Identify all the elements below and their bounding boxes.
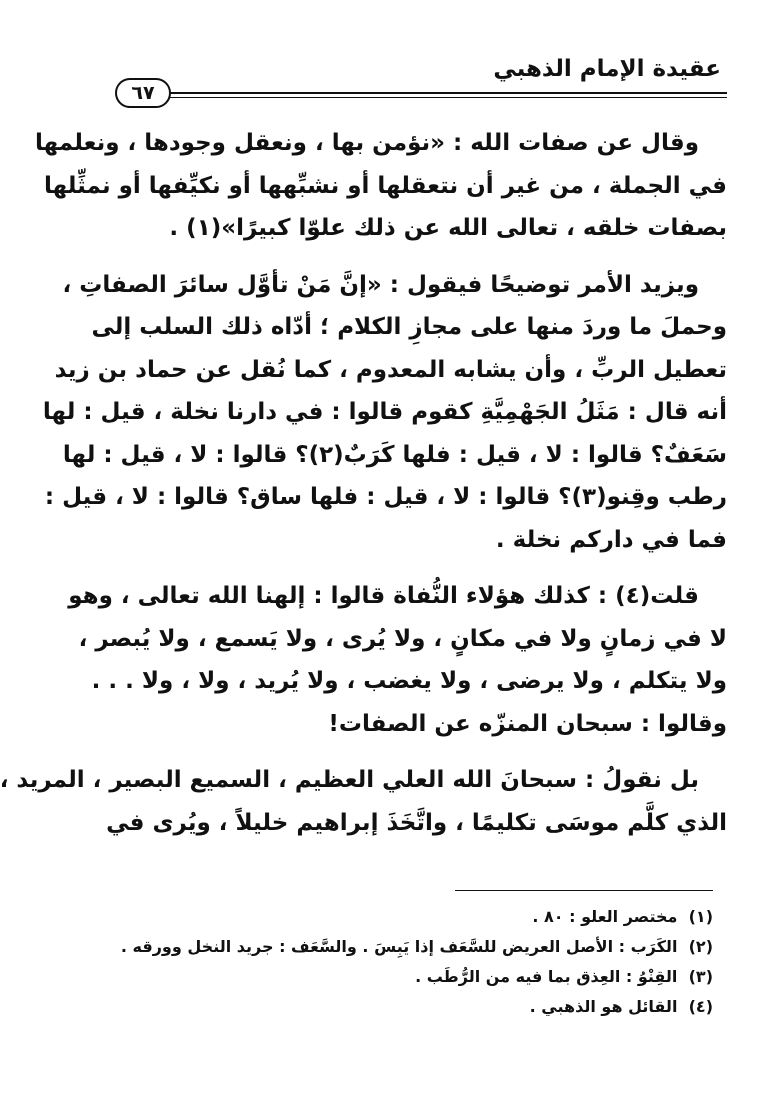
text-line: لا في زمانٍ ولا في مكانٍ ، ولا يُرى ، ولا يَسمع ، ولا يُبصر ، — [78, 625, 727, 652]
running-title: عقيدة الإمام الذهبي — [493, 56, 721, 82]
paragraph — [42, 264, 727, 562]
text-line: ولا يتكلم ، ولا يرضى ، ولا يغضب ، ولا يُريد ، ولا ، ولا . . . — [91, 668, 727, 694]
page-number: ٦٧ — [115, 78, 171, 108]
footnote-text: القائل هو الذهبي . — [529, 997, 678, 1016]
footnote — [101, 932, 713, 962]
main-text — [0, 122, 727, 844]
page-header — [115, 52, 727, 112]
paragraph — [34, 122, 727, 250]
header-rule — [165, 92, 727, 98]
footnote-text: القِنْوُ : العِذق بما فيه من الرُّطَب . — [415, 967, 678, 986]
footnote — [101, 962, 713, 992]
paragraph — [68, 575, 727, 745]
text-line: تعطيل الربِّ ، وأن يشابه المعدوم ، كما نُقل عن حماد بن زيد — [54, 356, 727, 383]
text-line: بصفات خلقه ، تعالى الله عن ذلك علوّا كبيرًا»(١) . — [169, 215, 727, 241]
footnote-text: الكَرَب : الأصل العريض للسَّعَف إذا يَبِسَ . والسَّعَف : جريد النخل وورقه . — [120, 937, 678, 956]
footnote-separator — [455, 890, 713, 891]
footnote — [101, 992, 713, 1022]
footnote-text: مختصر العلو : ٨٠ . — [532, 907, 678, 926]
text-line: وقالوا : سبحان المنزّه عن الصفات! — [328, 710, 727, 737]
footnote-number: (٤) — [688, 997, 713, 1016]
text-line: وحملَ ما وردَ منها على مجازِ الكلام ؛ أدّاه ذلك السلب إلى — [91, 314, 727, 340]
footnote-number: (٣) — [688, 967, 713, 986]
paragraph — [0, 759, 727, 844]
footnote — [101, 902, 713, 932]
text-line: في الجملة ، من غير أن نتعقلها أو نشبِّهها أو نكيِّفها أو نمثِّلها — [43, 172, 727, 199]
footnote-number: (١) — [688, 907, 713, 926]
footnotes — [101, 902, 713, 1022]
text-line: ويزيد الأمر توضيحًا فيقول : «إنَّ مَنْ تأوَّل سائرَ الصفاتِ ، — [62, 271, 699, 298]
text-line: رطب وقِنو(٣)؟ قالوا : لا ، قيل : فلها ساق؟ قالوا : لا ، قيل : — [44, 484, 727, 510]
text-line: فما في داركم نخلة . — [495, 526, 727, 553]
text-line: أنه قال : مَثَلُ الجَهْمِيَّةِ كقوم قالوا : في دارنا نخلة ، قيل : لها — [42, 399, 727, 425]
text-line: سَعَفٌ؟ قالوا : لا ، قيل : فلها كَرَبٌ(٢)؟ قالوا : لا ، قيل : لها — [62, 441, 727, 468]
text-line: الذي كلَّم موسَى تكليمًا ، واتَّخَذَ إبراهيم خليلاً ، ويُرى في — [106, 809, 727, 836]
footnote-number: (٢) — [688, 937, 713, 956]
text-line: وقال عن صفات الله : «نؤمن بها ، ونعقل وجودها ، ونعلمها — [34, 130, 699, 156]
text-line: قلت(٤) : كذلك هؤلاء النُّفاة قالوا : إلهنا الله تعالى ، وهو — [68, 583, 699, 609]
text-line: بل نقولُ : سبحانَ الله العلي العظيم ، السميع البصير ، المريد ، — [0, 767, 699, 793]
